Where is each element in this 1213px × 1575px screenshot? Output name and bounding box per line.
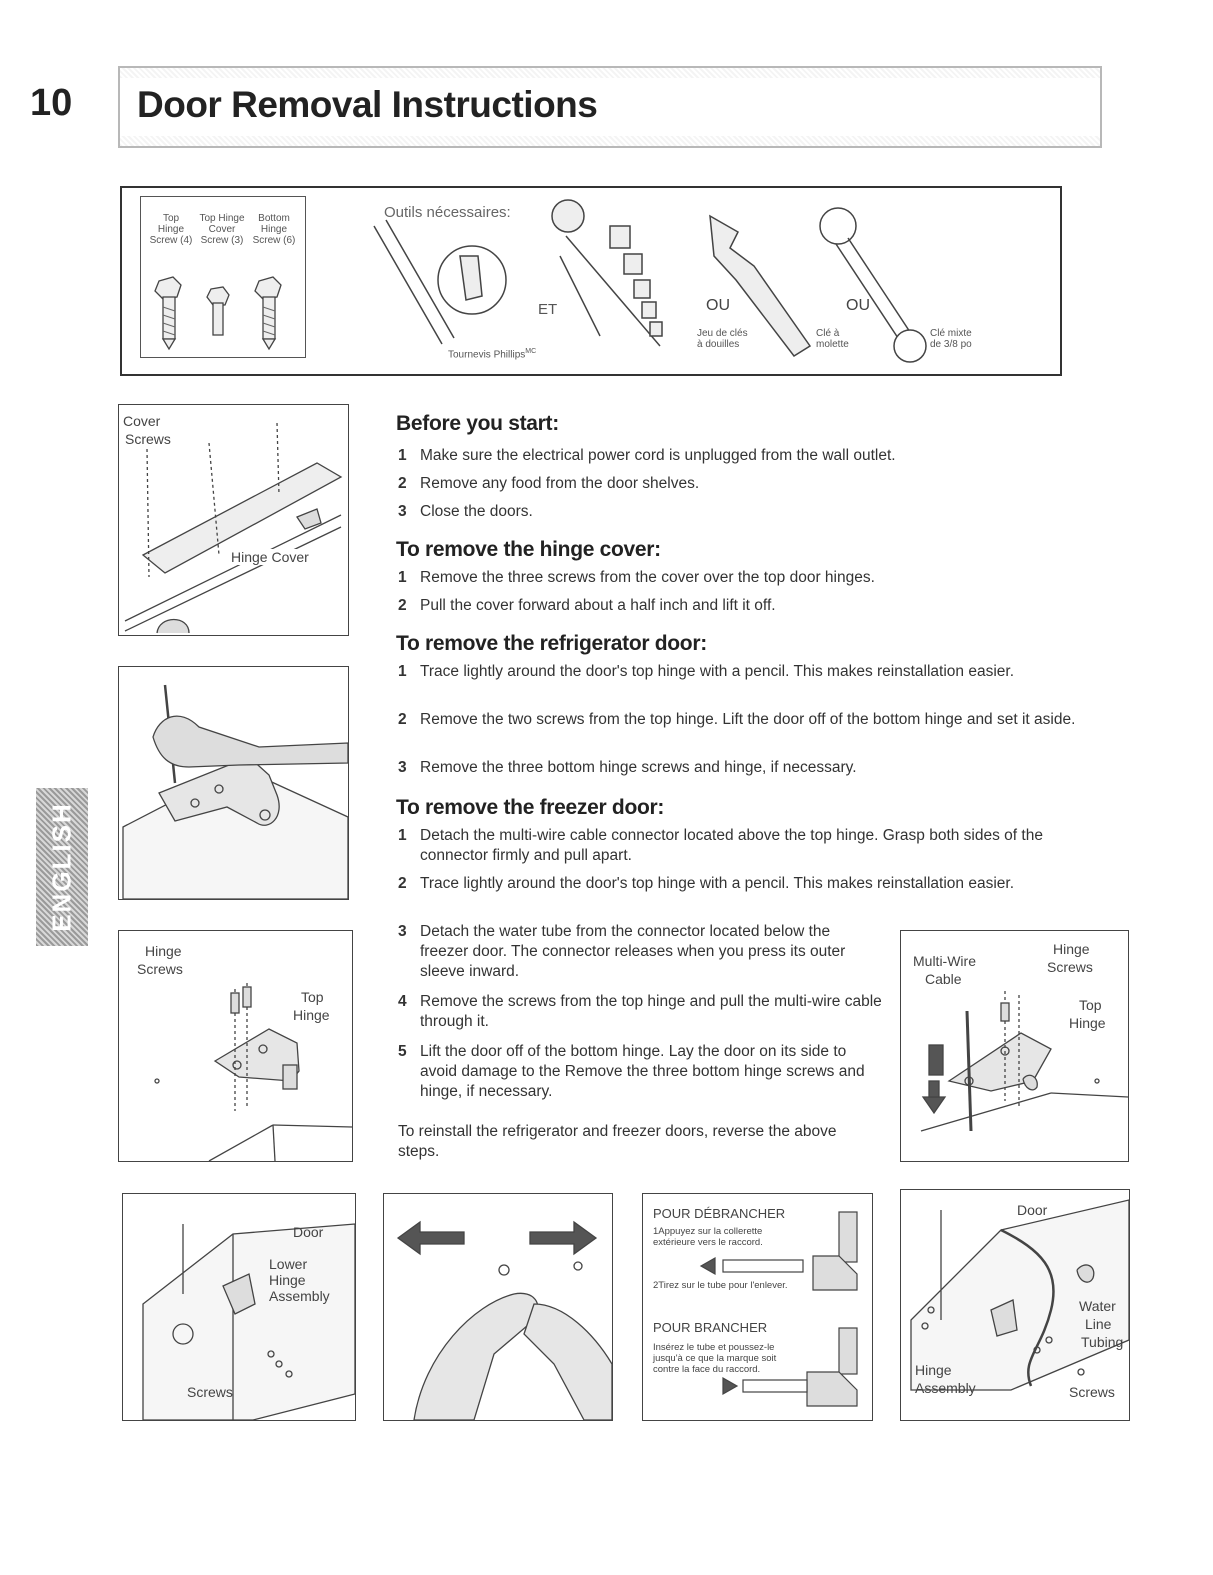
- freezer-door-step: 5 Lift the door off of the bottom hinge. Lay the door on its side to avoid damage to the Remove the three bottom hinge screws and hinge, if necessary.: [398, 1043, 865, 1100]
- hinge-cover-step: 2 Pull the cover forward about a half inch and lift it off.: [398, 597, 776, 614]
- screws-illustration: [140, 196, 306, 358]
- connector-icon: [643, 1194, 872, 1420]
- freezer-door-step: 4 Remove the screws from the top hinge and pull the multi-wire cable through it.: [398, 993, 882, 1030]
- socket-label: Jeu de clés à douilles: [697, 328, 748, 350]
- water-connector-figure: POUR DÉBRANCHER 1Appuyez sur la collerette extérieure vers le raccord. 2Tirez sur le tube pour l'enlever. POUR BRANCHER Insérez le tube et poussez-le jusqu'à ce que la marque soit contre la face du raccord.: [642, 1193, 873, 1421]
- hinge-cover-figure: Cover Screws Hinge Cover: [118, 404, 349, 636]
- fridge-door-step: 1 Trace lightly around the door's top hinge with a pencil. This makes reinstallation easier.: [398, 663, 1015, 680]
- before-step: 1 Make sure the electrical power cord is unplugged from the wall outlet.: [398, 447, 896, 464]
- water-line-figure: Door Water Line Tubing Hinge Assembly Screws: [900, 1189, 1130, 1421]
- screwdriver-label: Tournevis Phillips$^{MC}$: [448, 348, 537, 361]
- freezer-door-step: 2 Trace lightly around the door's top hinge with a pencil. This makes reinstallation easier.: [398, 875, 1015, 892]
- screw-label-cover: Top Hinge Cover Screw (3): [199, 213, 245, 246]
- ou-label-1: OU: [706, 297, 730, 314]
- tools-heading: Outils nécessaires:: [384, 204, 511, 221]
- top-hinge-figure: Hinge Screws Top Hinge: [118, 930, 353, 1162]
- freezer-hinge-figure: Multi-Wire Cable Hinge Screws Top Hinge: [900, 930, 1129, 1162]
- screws-icon: [141, 197, 305, 357]
- freezer-door-heading: To remove the freezer door:: [396, 796, 665, 819]
- hinge-trace-figure: [118, 666, 349, 900]
- hinge-cover-step: 1 Remove the three screws from the cover over the top door hinges.: [398, 569, 875, 586]
- freezer-door-step: 1 Detach the multi-wire cable connector located above the top hinge. Grasp both sides of the connector firmly and pull apart.: [398, 827, 1043, 864]
- reinstall-note: To reinstall the refrigerator and freezer doors, reverse the above steps.: [398, 1123, 837, 1160]
- fridge-door-step: 3 Remove the three bottom hinge screws and hinge, if necessary.: [398, 759, 857, 776]
- lower-hinge-figure: Door Lower Hinge Assembly Screws: [122, 1193, 356, 1421]
- fridge-door-step: 2 Remove the two screws from the top hinge. Lift the door off of the bottom hinge and set it aside.: [398, 711, 1076, 728]
- freezer-door-step: 3 Detach the water tube from the connector located below the freezer door. The connector releases when you press its outer sleeve inward.: [398, 923, 846, 980]
- hinge-cover-heading: To remove the hinge cover:: [396, 538, 661, 561]
- before-step: 3 Close the doors.: [398, 503, 533, 520]
- screw-label-bottom-hinge: Bottom Hinge Screw (6): [252, 213, 296, 246]
- hinge-trace-diagram: [119, 667, 348, 899]
- cable-disconnect-diagram: [384, 1194, 612, 1420]
- et-label: ET: [538, 301, 558, 318]
- combo-wrench-label: Clé mixte de 3/8 po: [930, 328, 972, 350]
- adjustable-wrench-label: Clé à molette: [816, 328, 849, 350]
- before-heading: Before you start:: [396, 412, 559, 435]
- screw-label-top-hinge: Top Hinge Screw (4): [149, 213, 193, 246]
- page-number: 10: [30, 82, 73, 124]
- cable-disconnect-figure: [383, 1193, 613, 1421]
- page-title: Door Removal Instructions: [137, 84, 598, 125]
- fridge-door-heading: To remove the refrigerator door:: [396, 632, 707, 655]
- ou-label-2: OU: [846, 297, 870, 314]
- before-step: 2 Remove any food from the door shelves.: [398, 475, 700, 492]
- language-tab: ENGLISH: [36, 788, 88, 946]
